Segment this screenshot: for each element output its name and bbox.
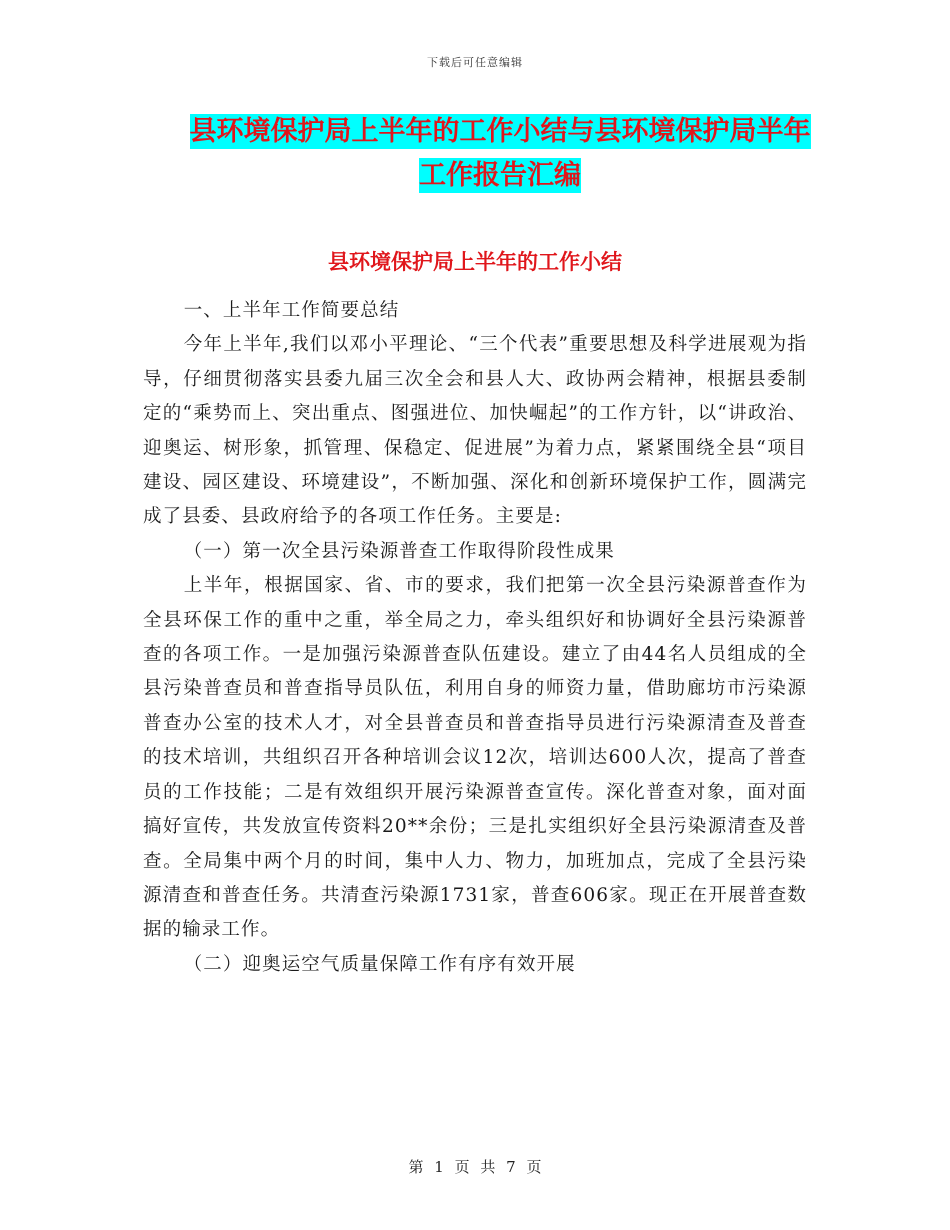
document-body xyxy=(143,294,807,982)
document-title xyxy=(140,110,860,198)
page-footer: 第 1 页 共 7 页 xyxy=(408,1158,542,1176)
paragraph-heading-3: （二）迎奥运空气质量保障工作有序有效开展 xyxy=(183,953,576,975)
title-line-1: 县环境保护局上半年的工作小结与县环境保护局半年 xyxy=(189,116,811,147)
paragraph: 今年上半年,我们以邓小平理论、“三个代表”重要思想及科学进展观为指导，仔细贯彻落实县委九届三次全会和县人大、政协两会精神，根据县委制定的“乘势而上、突出重点、图强进位、加快崛起”的工作方针，以“讲政治、迎奥运、树形象，抓管理、保稳定、促进展”为着力点，紧紧围绕全县“项目建设、园区建设、环境建设”，不断加强、深化和创新环境保护工作，圆满完成了县委、县政府给予的各项工作任务。主要是: xyxy=(143,334,807,528)
section-title: 县环境保护局上半年的工作小结 xyxy=(328,250,622,274)
paragraph-heading-2: （一）第一次全县污染源普查工作取得阶段性成果 xyxy=(183,540,615,562)
title-line-2: 工作报告汇编 xyxy=(419,160,581,191)
paragraph-heading-1: 一、上半年工作简要总结 xyxy=(183,300,400,321)
header-note: 下载后可任意编辑 xyxy=(427,56,523,69)
paragraph: 上半年，根据国家、省、市的要求，我们把第一次全县污染源普查作为全县环保工作的重中之重，举全局之力，牵头组织好和协调好全县污染源普查的各项工作。一是加强污染源普查队伍建设。建立了由44名人员组成的全县污染普查员和普查指导员队伍，利用自身的师资力量，借助廊坊市污染源普查办公室的技术人才，对全县普查员和普查指导员进行污染源清查及普查的技术培训，共组织召开各种培训会议12次，培训达600人次，提高了普查员的工作技能；二是有效组织开展污染源普查宣传。深化普查对象，面对面搞好宣传，共发放宣传资料20**余份；三是扎实组织好全县污染源清查及普查。全局集中两个月的时间，集中人力、物力，加班加点，完成了全县污染源清查和普查任务。共清查污染源1731家，普查606家。现正在开展普查数据的输录工作。 xyxy=(143,575,807,941)
